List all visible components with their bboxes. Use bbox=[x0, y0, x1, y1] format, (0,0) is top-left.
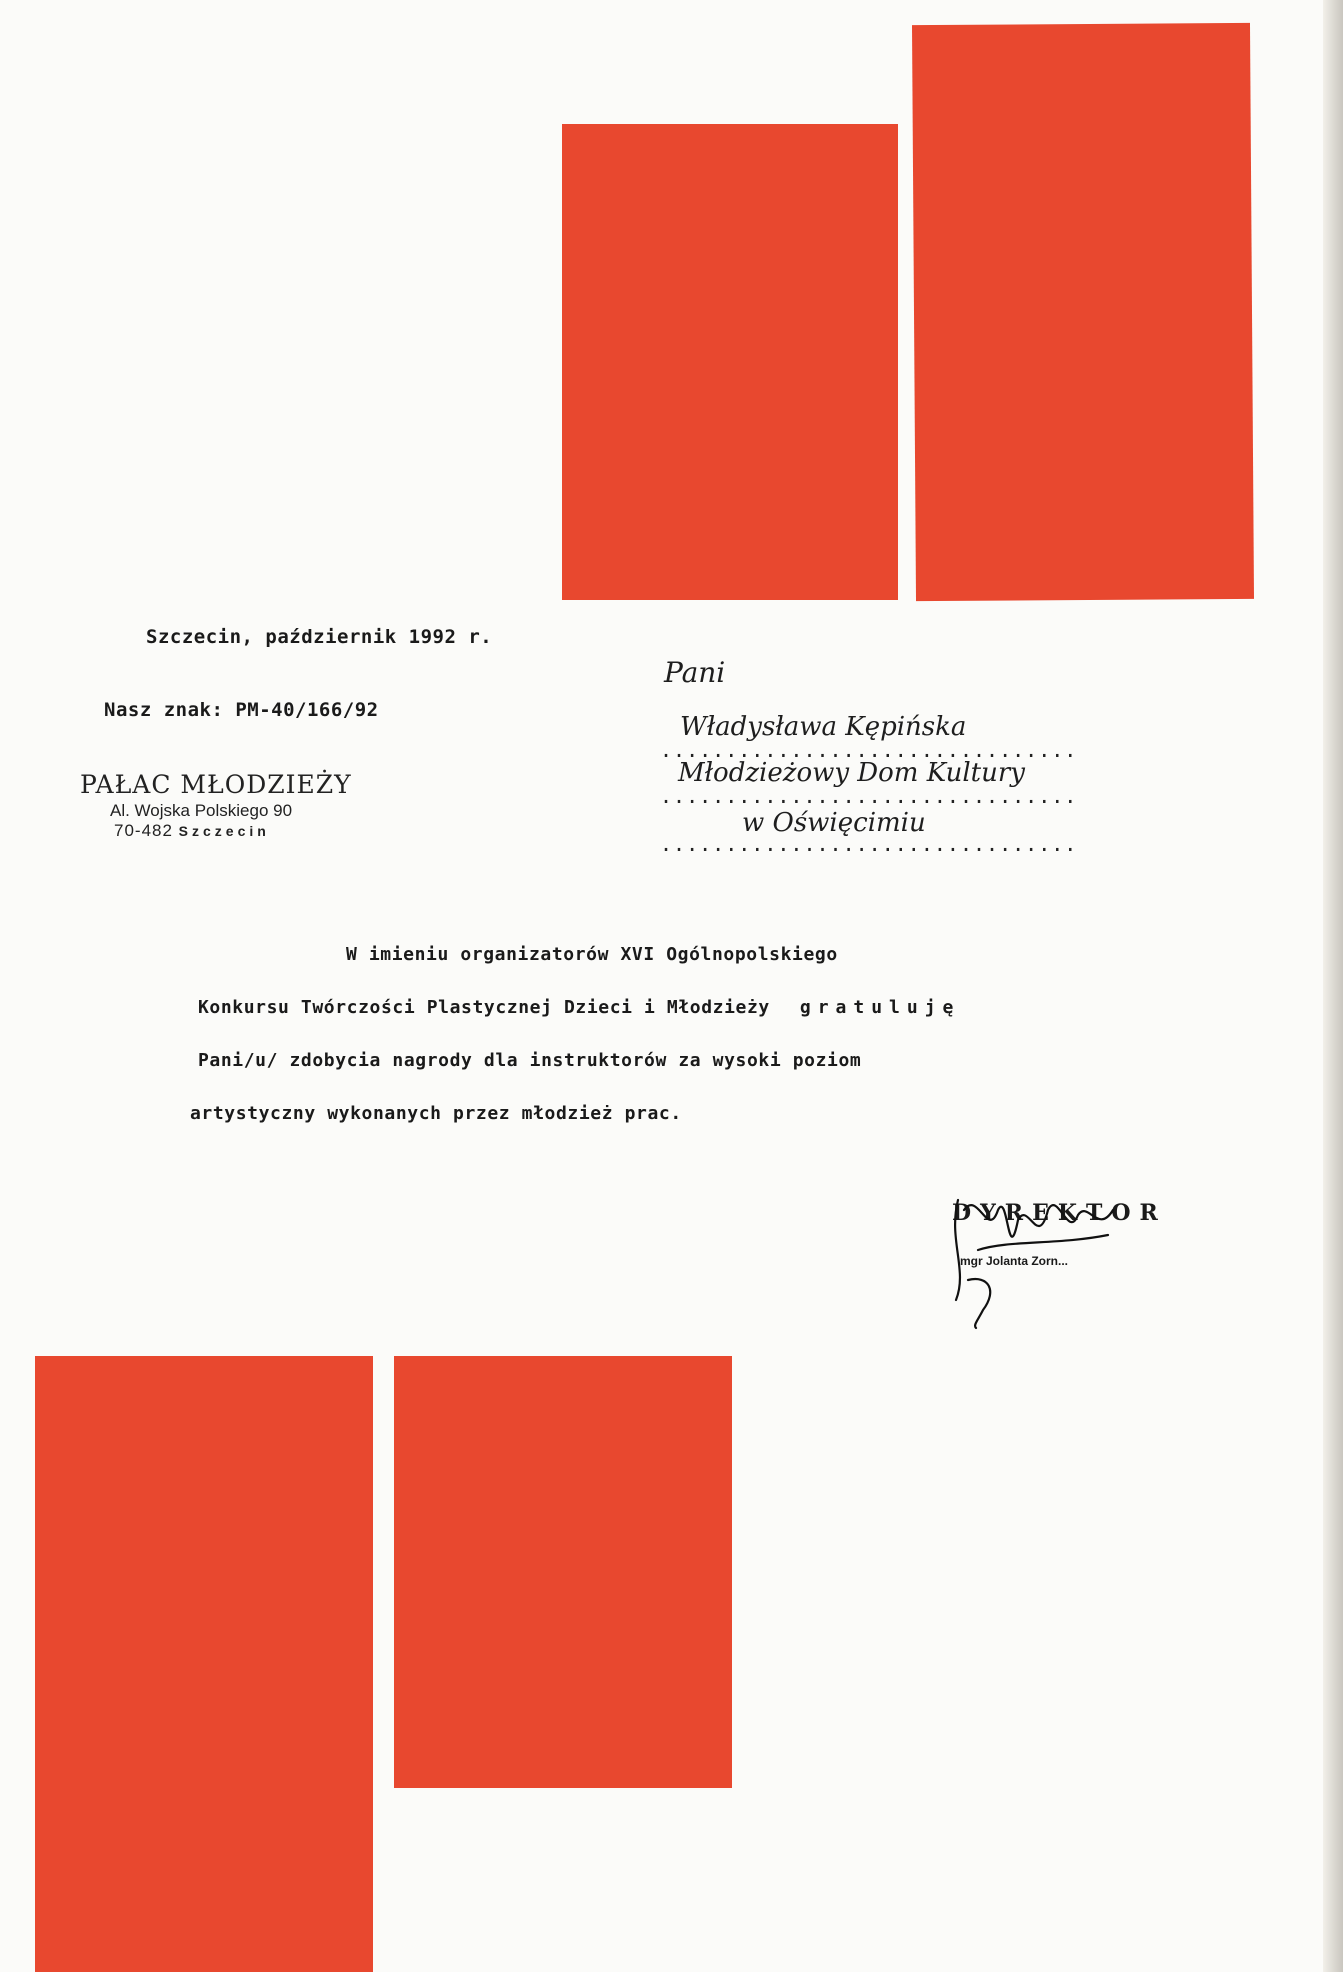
body-line-4: artystyczny wykonanych przez młodzież prac. bbox=[190, 1103, 682, 1124]
stamp-city: Szczecin bbox=[178, 823, 270, 839]
stamp-city-line bbox=[114, 821, 352, 841]
reference-number: Nasz znak: PM-40/166/92 bbox=[104, 699, 379, 721]
address-dotted-line: ................................ bbox=[660, 784, 1078, 808]
signature-name: mgr Jolanta Zorn... bbox=[960, 1254, 1069, 1268]
recipient-place: w Oświęcimiu bbox=[742, 808, 926, 838]
stamp-postcode: 70-482 bbox=[114, 821, 173, 840]
place-date: Szczecin, październik 1992 r. bbox=[146, 626, 493, 648]
body-line-2 bbox=[198, 997, 960, 1018]
body-line-3: Pani/u/ zdobycia nagrody dla instruktorów za wysoki poziom bbox=[198, 1050, 862, 1071]
stamp-name: PAŁAC MŁODZIEŻY bbox=[80, 770, 352, 799]
red-paper-block bbox=[562, 124, 898, 600]
stamp-street: Al. Wojska Polskiego 90 bbox=[110, 801, 293, 820]
address-dotted-line: ................................ bbox=[660, 738, 1078, 762]
signature-title: DYREKTOR bbox=[952, 1200, 1167, 1226]
address-dotted-line: ................................ bbox=[660, 832, 1078, 856]
recipient-name: Władysława Kępińska bbox=[680, 712, 967, 742]
body-line-1: W imieniu organizatorów XVI Ogólnopolskiego bbox=[346, 944, 838, 965]
recipient-salutation: Pani bbox=[664, 656, 726, 689]
sender-stamp bbox=[80, 770, 352, 841]
body-line-2-congratulate: gratuluję bbox=[799, 997, 961, 1018]
recipient-institution: Młodzieżowy Dom Kultury bbox=[678, 758, 1025, 788]
red-paper-block bbox=[912, 23, 1254, 601]
handwritten-signature bbox=[938, 1180, 1178, 1330]
body-line-2-text: Konkursu Twórczości Plastycznej Dzieci i Młodzieży bbox=[198, 997, 770, 1018]
red-paper-block bbox=[35, 1356, 373, 1972]
red-paper-block bbox=[394, 1356, 732, 1788]
page-edge-shadow bbox=[1323, 0, 1343, 1972]
